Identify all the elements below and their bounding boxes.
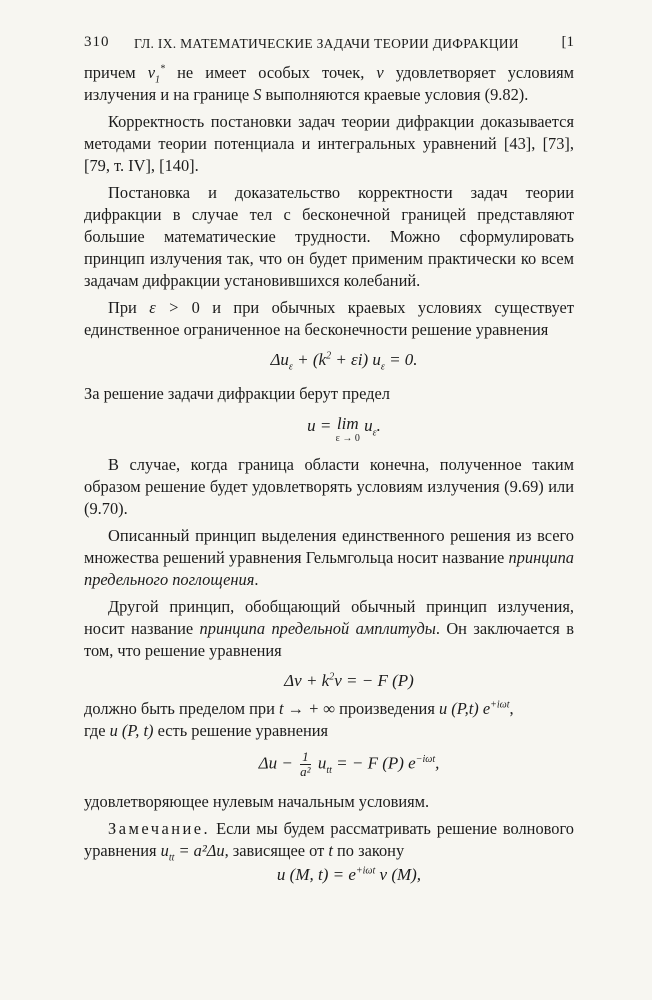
paragraph-7: Описанный принцип выделения единственного решения из всего множества решений уравнения Гельмгольца носит название принципа предельного поглощения.	[84, 526, 574, 589]
paragraph-11: Замечание. Если мы будем рассматривать решение волнового уравнения $u_{tt} = a^2\Delta u$, зависящее от t по закону	[84, 819, 574, 864]
equation-harmonic-time: u (M, $t) = e^{+i\omega t}$ v (M),	[276, 865, 422, 884]
running-header	[84, 34, 574, 62]
page-number: 310	[84, 34, 110, 50]
paragraph-4: При ε > 0 и при обычных краевых условиях существует единственное ограниченное на бесконечности решение уравнения	[84, 298, 574, 339]
lim-operator: lim ε → 0	[335, 414, 360, 444]
equation-wave-source: Δu − $\frac{1}{\text{a²}}$ $u_{tt}$ = − F (P) $e^{-i\omega t}$,	[258, 749, 440, 779]
section-mark: [1	[561, 34, 574, 50]
paragraph-3: Постановка и доказательство корректности задач теории дифракции в случае тел с бесконечной границей представляют большие математические трудности. Можно сформулировать принцип излучения так, что он будет применим практически ко всем задачам дифракции установившихся колебаний.	[84, 183, 574, 290]
paragraph-9: должно быть пределом при t → + ∞ произведения u (P,t) $e^{+i\omega t}$, где u (P, t) есть решение уравнения	[84, 699, 514, 740]
paragraph-2: Корректность постановки задач теории дифракции доказывается методами теории потенциала и интегральных уравнений [43], [73], [79, т. IV], [140].	[84, 112, 574, 175]
paragraph-10: удовлетворяющее нулевым начальным условиям.	[84, 792, 430, 811]
equation-limit: u = lim ε → 0 $u_\varepsilon$.	[307, 414, 381, 444]
running-title: ГЛ. IX. МАТЕМАТИЧЕСКИЕ ЗАДАЧИ ТЕОРИИ ДИФРАКЦИИ	[134, 36, 519, 51]
paragraph-5: За решение задачи дифракции берут предел	[84, 384, 390, 403]
paragraph-8: Другой принцип, обобщающий обычный принцип излучения, носит название принципа предельной амплитуды. Он заключается в том, что решение уравнения	[84, 597, 574, 660]
paragraph-1: причем $v_1^*$ не имеет особых точек, v удовлетворяет условиям излучения и на границе S выполняются краевые условия (9.82).	[84, 63, 575, 104]
equation-helmholtz-damped: $\Delta u_\varepsilon + (k^2 + \varepsilon i) u_\varepsilon = 0$.	[270, 350, 418, 373]
paragraph-6: В случае, когда граница области конечна, полученное таким образом решение будет удовлетворять условиям излучения (9.69) или (9.70).	[84, 455, 574, 518]
fraction: $\frac{1}{\text{a²}}$	[300, 749, 311, 779]
book-page	[84, 34, 574, 886]
equation-helmholtz-source: $\Delta v + k^2v$ = − F (P)	[284, 671, 414, 690]
